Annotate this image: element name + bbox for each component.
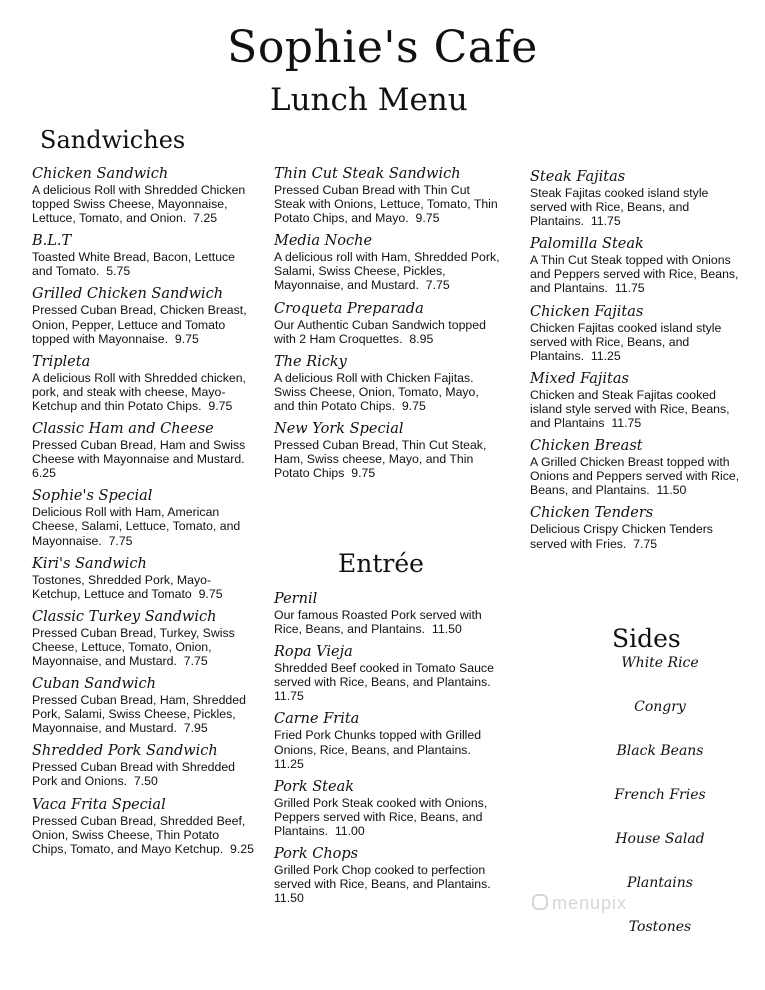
item-description-text: Grilled Pork Steak cooked with Onions, Peppers served with Rice, Beans, and Plantains. (274, 795, 488, 838)
menu-subtitle: Lunch Menu (270, 82, 468, 118)
item-description-text: Chicken Fajitas cooked island style served with Rice, Beans, and Plantains. (530, 320, 722, 363)
fajitas-column (530, 168, 746, 558)
item-price: 11.50 (431, 622, 462, 637)
menu-item (32, 742, 254, 788)
item-name: Sophie's Special (32, 488, 153, 505)
item-description (530, 321, 746, 363)
restaurant-title: Sophie's Cafe (227, 22, 538, 73)
item-description-text: Grilled Pork Chop cooked to perfection served with Rice, Beans, and Plantains. (274, 863, 491, 892)
item-description-text: Delicious Roll with Ham, American Cheese, Salami, Lettuce, Tomato, and Mayonnaise. (32, 505, 241, 548)
item-price: 7.75 (425, 278, 450, 293)
item-description-text: A Thin Cut Steak topped with Onions and Peppers served with Rice, Beans, and Plantains. (530, 253, 739, 296)
menu-item (32, 555, 254, 601)
item-description (32, 250, 254, 278)
item-name: Pernil (274, 591, 318, 607)
item-description-text: Pressed Cuban Bread, Shredded Beef, Onion, Swiss Cheese, Thin Potato Chips, Tomato, and Mayo Ketchup. (32, 813, 246, 856)
item-name: Chicken Breast (530, 438, 643, 455)
item-description (274, 608, 502, 636)
item-description-text: Tostones, Shredded Pork, Mayo-Ketchup, Lettuce and Tomato (32, 572, 212, 601)
item-description-text: A delicious roll with Ham, Shredded Pork, Salami, Swiss Cheese, Pickles, Mayonnaise, and Mustard. (274, 250, 500, 293)
item-name: Chicken Tenders (530, 505, 654, 522)
item-price: 9.75 (208, 398, 233, 413)
item-name: Vaca Frita Special (32, 796, 166, 813)
sandwiches-column (32, 165, 254, 863)
item-price: 7.75 (633, 536, 658, 551)
item-description (32, 814, 254, 856)
menu-item (32, 232, 254, 278)
watermark (532, 893, 627, 914)
item-name: Pork Steak (274, 778, 354, 795)
item-description-text: A delicious Roll with Shredded Chicken topped Swiss Cheese, Mayonnaise, Lettuce, Tomato, and Onion. (32, 183, 246, 226)
item-description-text: A delicious Roll with Shredded chicken, pork, and steak with cheese, Mayo-Ketchup and thin Potato Chips. (32, 370, 246, 413)
item-name: Media Noche (274, 233, 373, 250)
item-price: 11.50 (274, 891, 304, 906)
sandwiches-heading: Sandwiches (40, 126, 186, 154)
item-description (274, 728, 502, 770)
item-price: 9.75 (351, 466, 376, 481)
item-name: Chicken Sandwich (32, 166, 169, 182)
menu-item (530, 370, 746, 430)
item-price: 6.25 (32, 466, 56, 481)
item-price: 11.75 (611, 416, 642, 431)
item-description (32, 303, 254, 345)
item-description (530, 388, 746, 430)
item-name: Pork Chops (274, 846, 359, 863)
item-name: Mixed Fajitas (530, 370, 629, 387)
item-name: B.L.T (32, 233, 72, 250)
item-description (32, 760, 254, 788)
side-item: Plantains (627, 875, 693, 891)
item-description (274, 796, 502, 838)
item-description (274, 863, 502, 905)
menu-item (274, 845, 502, 905)
item-price: 11.75 (274, 689, 304, 704)
item-description-text: A delicious Roll with Chicken Fajitas. Swiss Cheese, Onion, Tomato, Mayo, and thin Potato Chips. (274, 370, 479, 413)
item-name: Chicken Fajitas (530, 303, 644, 320)
item-name: Carne Frita (274, 711, 360, 728)
item-price: 8.95 (409, 331, 434, 346)
item-price: 7.50 (133, 774, 158, 789)
item-price: 7.75 (108, 533, 133, 548)
item-description-text: Pressed Cuban Bread, Ham and Swiss Cheese with Mayonnaise and Mustard. (32, 438, 246, 467)
item-description-text: Pressed Cuban Bread, Chicken Breast, Onion, Pepper, Lettuce and Tomato topped with Mayonnaise. (32, 303, 247, 346)
sides-list (590, 655, 730, 963)
menu-item (274, 232, 502, 292)
menu-item (32, 420, 254, 480)
menu-item (32, 608, 254, 668)
item-description (32, 438, 254, 480)
item-description (32, 371, 254, 413)
item-name: Grilled Chicken Sandwich (32, 286, 224, 303)
menu-item (32, 487, 254, 547)
side-item: House Salad (615, 831, 705, 847)
item-description (530, 186, 746, 228)
item-price: 9.75 (415, 211, 440, 226)
item-description-text: Pressed Cuban Bread with Thin Cut Steak with Onions, Lettuce, Tomato, Thin Potato Chips, and Mayo. (274, 183, 498, 226)
menu-item (530, 504, 746, 550)
item-price: 11.25 (274, 756, 304, 771)
menu-item (32, 285, 254, 345)
middle-sandwiches-column (274, 165, 502, 487)
watermark-icon (532, 894, 548, 910)
item-description (274, 371, 502, 413)
item-name: Shredded Pork Sandwich (32, 743, 218, 760)
item-description-text: Pressed Cuban Bread, Thin Cut Steak, Ham, Swiss cheese, Mayo, and Thin Potato Chips (274, 438, 487, 481)
item-description (530, 522, 746, 550)
item-price: 7.95 (183, 721, 208, 736)
item-name: Steak Fajitas (530, 169, 626, 185)
item-price: 9.75 (174, 331, 199, 346)
item-description-text: Fried Pork Chunks topped with Grilled Onions, Rice, Beans, and Plantains. (274, 728, 482, 757)
item-description (274, 661, 502, 703)
item-price: 11.75 (590, 214, 621, 229)
side-item: Black Beans (616, 743, 704, 759)
item-description-text: Toasted White Bread, Bacon, Lettuce and Tomato. (32, 250, 236, 279)
item-description-text: Shredded Beef cooked in Tomato Sauce served with Rice, Beans, and Plantains. (274, 661, 494, 690)
item-price: 9.75 (401, 398, 426, 413)
item-name: Classic Ham and Cheese (32, 421, 214, 438)
item-description-text: Our Authentic Cuban Sandwich topped with 2 Ham Croquettes. (274, 317, 486, 346)
side-item: White Rice (621, 655, 699, 671)
item-price: 9.75 (198, 586, 223, 601)
menu-item (274, 710, 502, 770)
item-description-text: Chicken and Steak Fajitas cooked island style served with Rice, Beans, and Plantains (530, 387, 730, 431)
menu-item (274, 165, 502, 225)
menu-item (274, 590, 502, 636)
item-price: 7.25 (193, 211, 218, 226)
entree-column (274, 590, 502, 912)
item-name: New York Special (274, 421, 404, 438)
menu-item (32, 165, 254, 225)
menu-item (274, 353, 502, 413)
item-price: 7.75 (183, 653, 208, 668)
item-name: The Ricky (274, 353, 347, 370)
item-description (32, 573, 254, 601)
menu-item (274, 300, 502, 346)
menu-item (530, 235, 746, 295)
side-item: Congry (634, 699, 686, 715)
item-description (32, 626, 254, 668)
menu-item (32, 675, 254, 735)
item-description (32, 505, 254, 547)
item-description (274, 250, 502, 292)
item-name: Palomilla Steak (530, 236, 644, 253)
item-description (530, 455, 746, 497)
item-name: Ropa Vieja (274, 644, 353, 661)
watermark-text: menupix (552, 893, 628, 913)
item-description (32, 693, 254, 735)
item-description-text: Steak Fajitas cooked island style served with Rice, Beans, and Plantains. (530, 186, 709, 229)
item-description-text: Pressed Cuban Bread with Shredded Pork and Onions. (32, 760, 236, 789)
item-description (274, 183, 502, 225)
item-description-text: A Grilled Chicken Breast topped with Onions and Peppers served with Rice, Beans, and Plantains. (530, 455, 740, 498)
sides-heading: Sides (612, 624, 681, 653)
item-description (274, 318, 502, 346)
menu-item (32, 353, 254, 413)
menu-item (274, 643, 502, 703)
menu-item (32, 796, 254, 856)
side-item: French Fries (614, 787, 706, 803)
item-name: Tripleta (32, 353, 91, 370)
item-name: Classic Turkey Sandwich (32, 608, 217, 625)
item-price: 5.75 (106, 264, 131, 279)
menu-item (274, 420, 502, 480)
item-description-text: Delicious Crispy Chicken Tenders served with Fries. (530, 522, 713, 551)
item-description-text: Pressed Cuban Bread, Ham, Shredded Pork, Salami, Swiss Cheese, Pickles, Mayonnaise, and Mustard. (32, 693, 246, 736)
item-price: 11.75 (614, 281, 645, 296)
item-price: 11.25 (590, 348, 621, 363)
menu-item (530, 437, 746, 497)
side-item: Tostones (628, 919, 692, 935)
item-price: 9.25 (230, 841, 254, 856)
item-price: 11.00 (334, 823, 365, 838)
item-price: 11.50 (656, 483, 687, 498)
item-description (32, 183, 254, 225)
item-description (274, 438, 502, 480)
item-name: Kiri's Sandwich (32, 555, 147, 572)
item-name: Cuban Sandwich (32, 676, 157, 693)
entree-heading: Entrée (338, 549, 424, 578)
menu-item (530, 303, 746, 363)
item-name: Thin Cut Steak Sandwich (274, 166, 461, 182)
item-description-text: Pressed Cuban Bread, Turkey, Swiss Cheese, Lettuce, Tomato, Onion, Mayonnaise, and Mustard. (32, 625, 235, 668)
menu-item (530, 168, 746, 228)
item-description-text: Our famous Roasted Pork served with Rice, Beans, and Plantains. (274, 608, 482, 637)
menu-item (274, 778, 502, 838)
item-name: Croqueta Preparada (274, 300, 424, 317)
item-description (530, 253, 746, 295)
